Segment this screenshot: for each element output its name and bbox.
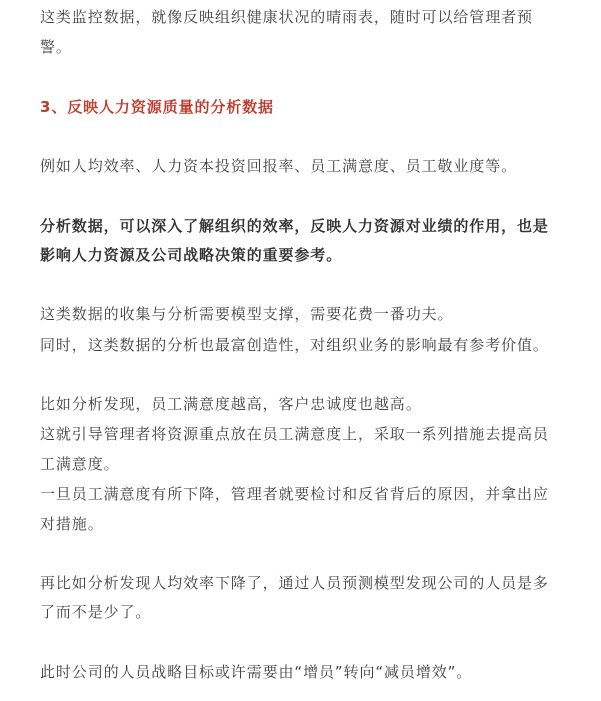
paragraph-line: 这类监控数据，就像反映组织健康状况的晴雨表，随时可以给管理者预 bbox=[40, 8, 533, 26]
paragraph-line: 一旦员工满意度有所下降，管理者就要检讨和反省背后的原因，并拿出应 bbox=[40, 485, 549, 503]
paragraph-line: 了而不是少了。 bbox=[40, 603, 152, 621]
bold-paragraph-line: 影响人力资源及公司战略决策的重要参考。 bbox=[40, 246, 343, 264]
paragraph-line: 这类数据的收集与分析需要模型支撑，需要花费一番功夫。 bbox=[40, 305, 454, 323]
paragraph-line: 比如分析发现，员工满意度越高，客户忠诚度也越高。 bbox=[40, 395, 422, 413]
paragraph-line: 同时，这类数据的分析也最富创造性，对组织业务的影响最有参考价值。 bbox=[40, 336, 549, 354]
paragraph-line: 再比如分析发现人均效率下降了，通过人员预测模型发现公司的人员是多 bbox=[40, 574, 549, 592]
bold-paragraph-line: 分析数据，可以深入了解组织的效率，反映人力资源对业绩的作用，也是 bbox=[40, 217, 549, 235]
paragraph-line: 这就引导管理者将资源重点放在员工满意度上，采取一系列措施去提高员 bbox=[40, 425, 549, 443]
paragraph-line: 例如人均效率、人力资本投资回报率、员工满意度、员工敬业度等。 bbox=[40, 157, 518, 175]
section-heading: 3、反映人力资源质量的分析数据 bbox=[40, 98, 274, 116]
paragraph-line: 警。 bbox=[40, 38, 72, 56]
paragraph-line: 此时公司的人员战略目标或许需要由“增员”转向“减员增效”。 bbox=[40, 663, 473, 681]
paragraph-line: 对措施。 bbox=[40, 515, 104, 533]
paragraph-line: 工满意度。 bbox=[40, 455, 120, 473]
